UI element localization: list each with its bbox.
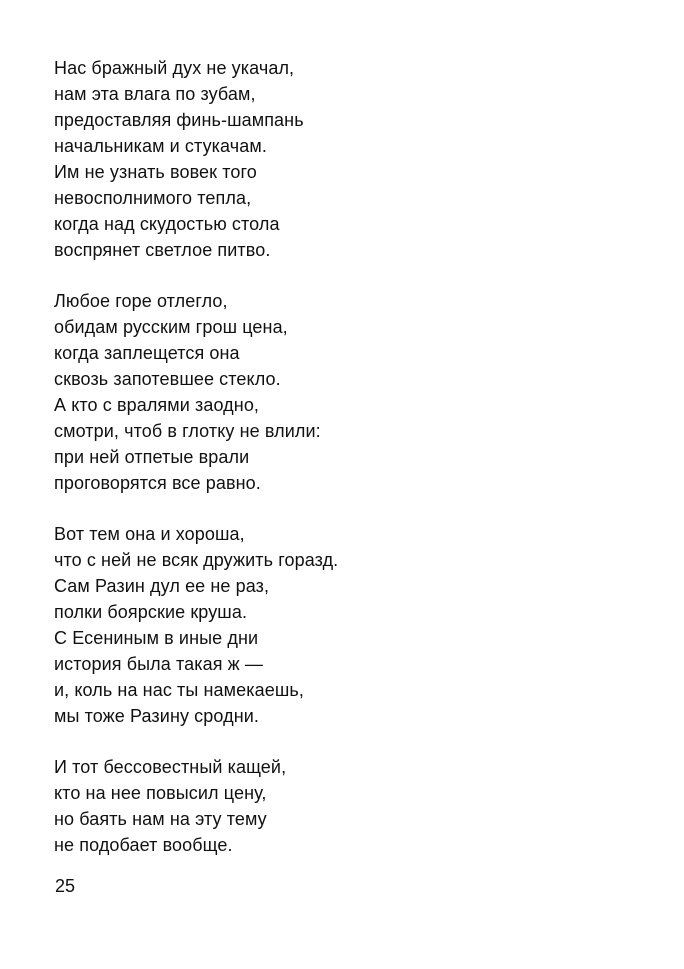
poem-line: кто на нее повысил цену, xyxy=(54,783,267,803)
poem-line: но баять нам на эту тему xyxy=(54,809,267,829)
poem-line: при ней отпетые врали xyxy=(54,447,250,467)
poem-line: Им не узнать вовек того xyxy=(54,162,257,182)
stanza-3 xyxy=(54,521,654,729)
poem-line: сквозь запотевшее стекло. xyxy=(54,369,281,389)
poem-line: когда над скудостью стола xyxy=(54,214,280,234)
poem-line: проговорятся все равно. xyxy=(54,473,261,493)
poem-line: обидам русским грош цена, xyxy=(54,317,288,337)
stanza-2 xyxy=(54,288,654,496)
poem-line: смотри, чтоб в глотку не влили: xyxy=(54,421,321,441)
poem-line: Сам Разин дул ее не раз, xyxy=(54,576,270,596)
poem-line: начальникам и стукачам. xyxy=(54,136,267,156)
poem-line: Вот тем она и хороша, xyxy=(54,524,245,544)
poem-line: нам эта влага по зубам, xyxy=(54,84,256,104)
poem-line: Нас бражный дух не укачал, xyxy=(54,58,295,78)
poem-line: предоставляя финь-шампань xyxy=(54,110,304,130)
stanza-1 xyxy=(54,55,654,263)
poem-line: И тот бессовестный кащей, xyxy=(54,757,287,777)
poem-line: история была такая ж — xyxy=(54,654,264,674)
poem-line: А кто с вралями заодно, xyxy=(54,395,260,415)
poem-line: воспрянет светлое питво. xyxy=(54,240,271,260)
poem-line: когда заплещется она xyxy=(54,343,240,363)
poem-line: полки боярские круша. xyxy=(54,602,248,622)
poem-line: невосполнимого тепла, xyxy=(54,188,252,208)
poem-line: что с ней не всяк дружить горазд. xyxy=(54,550,339,570)
stanza-4 xyxy=(54,754,654,858)
poem-line: С Есениным в иные дни xyxy=(54,628,259,648)
page-number: 25 xyxy=(55,876,76,896)
poem-line: мы тоже Разину сродни. xyxy=(54,706,260,726)
poem-line: Любое горе отлегло, xyxy=(54,291,228,311)
poem xyxy=(54,55,654,883)
poem-line: не подобает вообще. xyxy=(54,835,233,855)
poem-line: и, коль на нас ты намекаешь, xyxy=(54,680,304,700)
